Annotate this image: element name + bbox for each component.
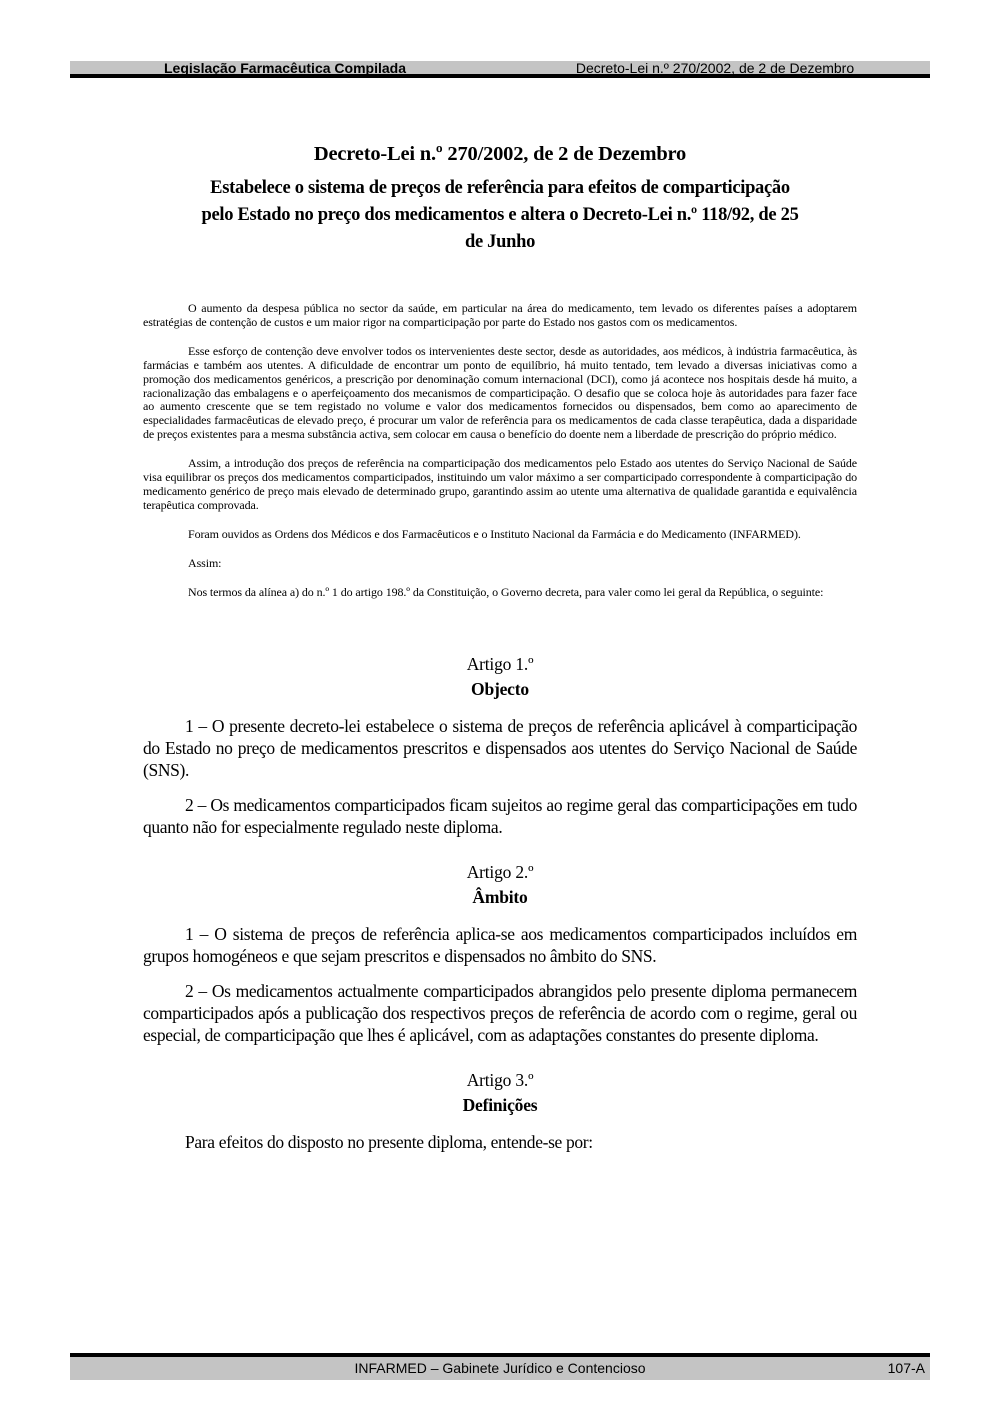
header-collection-title: Legislação Farmacêutica Compilada	[164, 59, 406, 76]
article-heading	[143, 1068, 857, 1118]
preamble-paragraph: O aumento da despesa pública no sector da saúde, em particular na área do medicamento, tem levado os diferentes países a adoptarem estratégias de contenção de custos e um maior rigor na comparticipação por parte do Estado nos gastos com os medicamentos.	[143, 301, 857, 329]
document-summary: Estabelece o sistema de preços de referência para efeitos de comparticipação pelo Estado no preço dos medicamentos e altera o Decreto-Lei n.º 118/92, de 25 de Junho	[201, 178, 799, 252]
article-number: Artigo 3.º	[466, 1069, 534, 1090]
article-name: Objecto	[471, 678, 529, 699]
article-paragraph: 2 – Os medicamentos actualmente comparticipados abrangidos pelo presente diploma permanecem comparticipados após a publicação dos respectivos preços de referência de acordo com o regime, geral ou especial, de comparticipação que lhes é aplicável, com as adaptações constantes do presente diploma.	[143, 980, 857, 1046]
article-number: Artigo 2.º	[466, 861, 534, 882]
preamble-paragraph: Assim:	[188, 555, 222, 570]
document-body	[143, 0, 857, 1153]
article-number: Artigo 1.º	[466, 653, 534, 674]
preamble-paragraph: Foram ouvidos as Ordens dos Médicos e dos Farmacêuticos e o Instituto Nacional da Farmácia e do Medicamento (INFARMED).	[188, 526, 801, 541]
article-name: Âmbito	[472, 886, 528, 907]
article-heading	[143, 652, 857, 702]
article-1	[143, 652, 857, 839]
article-3	[143, 1068, 857, 1153]
article-paragraph: 2 – Os medicamentos comparticipados ficam sujeitos ao regime geral das comparticipações em tudo quanto não for especialmente regulado neste diploma.	[143, 795, 857, 838]
article-name: Definições	[462, 1094, 538, 1115]
footer-bar	[70, 1357, 930, 1380]
article-paragraph: 1 – O sistema de preços de referência aplica-se aos medicamentos comparticipados incluídos em grupos homogéneos e que sejam prescritos e dispensados no âmbito do SNS.	[143, 923, 857, 966]
article-paragraph: 1 – O presente decreto-lei estabelece o sistema de preços de referência aplicável à comparticipação do Estado no preço de medicamentos prescritos e dispensados aos utentes do Serviço Nacional de Saúde (SNS).	[143, 715, 857, 780]
article-2	[143, 860, 857, 1047]
page-number: 107-A	[887, 1360, 925, 1376]
article-paragraph: Para efeitos do disposto no presente diploma, entende-se por:	[185, 1131, 593, 1152]
header-document-title: Decreto-Lei n.º 270/2002, de 2 de Dezembro	[575, 59, 855, 76]
footer-publisher: INFARMED – Gabinete Jurídico e Contencioso	[354, 1360, 646, 1376]
preamble-paragraph: Esse esforço de contenção deve envolver todos os intervenientes deste sector, desde as autoridades, aos médicos, à indústria farmacêutica, às farmácias e também aos utentes. A dificuldade de encontrar um ponto de equilíbrio, há muito tentado, tem levado a diversas iniciativas como a promoção dos medicamentos genéricos, a prescrição por denominação comum internacional (DCI), como já acontece nos hospitais desde há muito, a racionalização das embalagens e o aperfeiçoamento dos mecanismos de comparticipação. O desafio que se coloca hoje às autoridades para fazer face ao aumento crescente que se tem registado no volume e valor dos medicamentos fornecidos ou dispensados, bem como ao aparecimento de especialidades farmacêuticas de elevado preço, é procurar um valor de referência para os medicamentos de cada classe terapêutica, dada a disparidade de preços existentes para a mesma substância activa, sem colocar em causa o benefício do doente nem a liberdade de prescrição do próprio médico.	[143, 343, 857, 442]
article-heading	[143, 860, 857, 910]
page-title: Decreto-Lei n.º 270/2002, de 2 de Dezembro	[313, 143, 687, 165]
preamble-paragraph: Assim, a introdução dos preços de referência na comparticipação dos medicamentos pelo Estado aos utentes do Serviço Nacional de Saúde visa equilibrar os preços dos medicamentos comparticipados, instituindo um valor máximo a ser comparticipado correspondente à comparticipação do medicamento genérico de preço mais elevado de determinado grupo, garantindo assim ao utente uma alternativa de qualidade garantida e equivalência terapêutica comprovada.	[143, 456, 857, 512]
preamble-paragraph: Nos termos da alínea a) do n.º 1 do artigo 198.º da Constituição, o Governo decreta, para valer como lei geral da República, o seguinte:	[188, 584, 824, 599]
preamble	[143, 302, 857, 600]
